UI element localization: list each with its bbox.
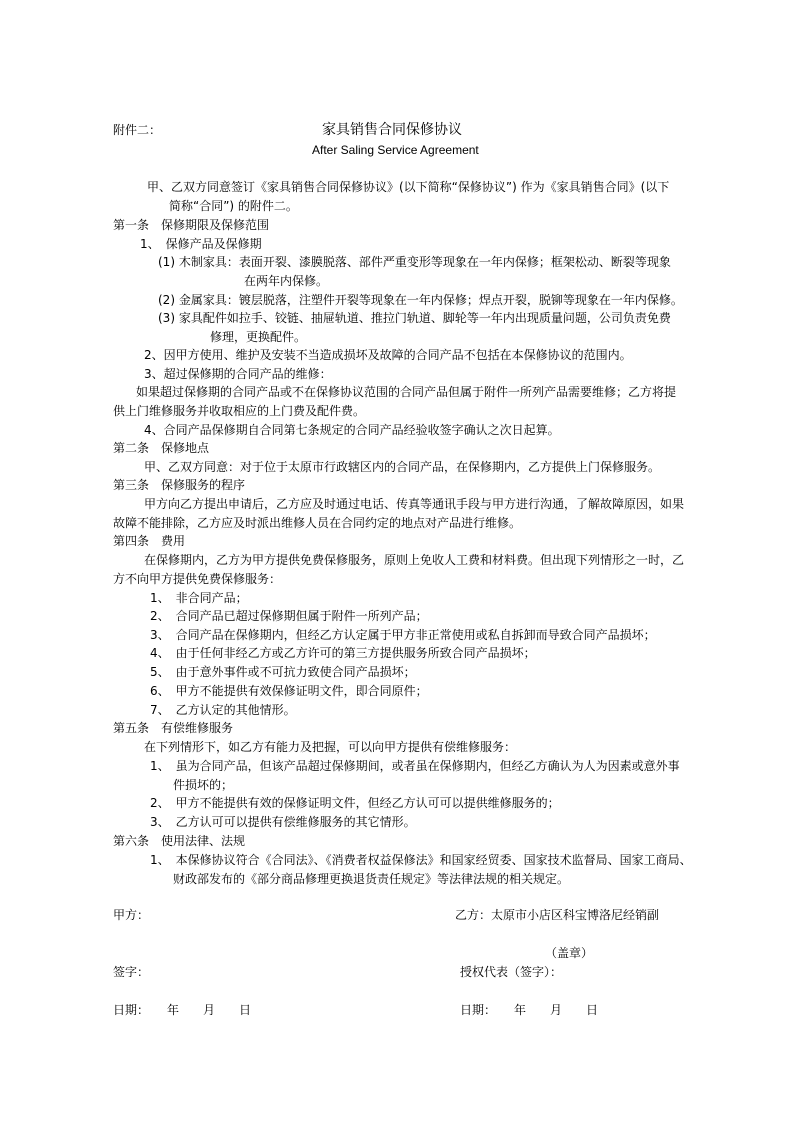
article-5-item-3: 3、 乙方认可可以提供有偿维修服务的其它情形。 — [150, 815, 416, 829]
intro-line-1: 甲、乙双方同意签订《家具销售合同保修协议》(以下简称“保修协议”) 作为《家具销售合同》(以下 — [147, 180, 670, 194]
seal-label: （盖章） — [545, 946, 594, 960]
article-3-text-line-2: 故障不能排除，乙方应及时派出维修人员在合同约定的地点对产品进行维修。 — [113, 516, 522, 530]
article-1-clause-3: 3、超过保修期的合同产品的维修： — [144, 367, 332, 381]
article-4-item-6: 6、 甲方不能提供有效保修证明文件，即合同原件； — [150, 684, 428, 698]
article-1-clause-3-text-line-2: 供上门维修服务并收取相应的上门费及配件费。 — [113, 404, 366, 418]
document-title: 家具销售合同保修协议 — [322, 122, 462, 138]
article-1-clause-3-text-line-1: 如果超过保修期的合同产品或不在保修协议范围的合同产品但属于附件一所列产品需要维修；乙方将提 — [136, 385, 677, 399]
article-1-item-1-line-2: 在两年内保修。 — [244, 274, 329, 288]
signature-b-label: 授权代表（签字）： — [460, 965, 563, 979]
article-6-heading: 第六条 使用法律、法规 — [113, 834, 246, 848]
party-b-label: 乙方：太原市小店区科宝博洛尼经销副 — [455, 908, 660, 922]
article-4-text-line-1: 在保修期内，乙方为甲方提供免费保修服务，原则上免收人工费和材料费。但出现下列情形之一时，乙 — [144, 553, 685, 567]
article-6-item-1-line-1: 1、 本保修协议符合《合同法》、《消费者权益保修法》和国家经贸委、国家技术监督局、国家工商局、 — [150, 853, 692, 867]
article-4-item-4: 4、 由于任何非经乙方或乙方许可的第三方提供服务所致合同产品损坏； — [150, 646, 536, 660]
annex-label: 附件二： — [113, 123, 162, 137]
article-6-item-1-line-2: 财政部发布的《部分商品修理更换退货责任规定》等法律法规的相关规定。 — [173, 872, 570, 886]
article-5-item-1-line-1: 1、 虽为合同产品，但该产品超过保修期间，或者虽在保修期内，但经乙方确认为人为因素或意外事 — [150, 759, 680, 773]
article-5-item-1-line-2: 件损坏的； — [173, 778, 234, 792]
article-4-heading: 第四条 费用 — [113, 534, 186, 548]
signature-a-label: 签字： — [113, 965, 150, 979]
article-3-heading: 第三条 保修服务的程序 — [113, 478, 246, 492]
article-1-clause-1: 1、 保修产品及保修期 — [140, 237, 262, 251]
article-1-heading: 第一条 保修期限及保修范围 — [113, 218, 270, 232]
date-b-label: 日期： 年 月 日 — [460, 1003, 599, 1017]
article-1-item-3-line-2: 修理，更换配件。 — [210, 330, 307, 344]
party-a-label: 甲方： — [113, 908, 150, 922]
article-3-text-line-1: 甲方向乙方提出申请后，乙方应及时通过电话、传真等通讯手段与甲方进行沟通，了解故障原因，如果 — [144, 497, 685, 511]
intro-line-2: 简称“合同”) 的附件二。 — [169, 199, 298, 213]
article-4-item-7: 7、 乙方认定的其他情形。 — [150, 703, 296, 717]
article-1-clause-2: 2、因甲方使用、维护及安装不当造成损坏及故障的合同产品不包括在本保修协议的范围内。 — [144, 348, 632, 362]
article-5-heading: 第五条 有偿维修服务 — [113, 721, 234, 735]
article-2-text: 甲、乙双方同意：对于位于太原市行政辖区内的合同产品，在保修期内，乙方提供上门保修服务。 — [144, 460, 661, 474]
document-subtitle: After Saling Service Agreement — [312, 143, 479, 157]
article-4-item-3: 3、 合同产品在保修期内，但经乙方认定属于甲方非正常使用或私自拆卸而导致合同产品损坏； — [150, 628, 656, 642]
article-2-heading: 第二条 保修地点 — [113, 441, 210, 455]
article-4-item-5: 5、 由于意外事件或不可抗力致使合同产品损坏； — [150, 665, 416, 679]
article-1-item-1-line-1: (1) 木制家具：表面开裂、漆膜脱落、部件严重变形等现象在一年内保修；框架松动、断裂等现象 — [158, 255, 671, 269]
article-1-item-2: (2) 金属家具：镀层脱落，注塑件开裂等现象在一年内保修；焊点开裂，脱铆等现象在一年内保修。 — [158, 293, 683, 307]
article-4-item-2: 2、 合同产品已超过保修期但属于附件一所列产品； — [150, 609, 428, 623]
article-5-item-2: 2、 甲方不能提供有效的保修证明文件，但经乙方认可可以提供维修服务的； — [150, 796, 560, 810]
date-a-label: 日期： 年 月 日 — [113, 1003, 252, 1017]
article-1-clause-4: 4、合同产品保修期自合同第七条规定的合同产品经验收签字确认之次日起算。 — [144, 423, 560, 437]
article-4-item-1: 1、 非合同产品； — [150, 591, 248, 605]
article-1-item-3-line-1: (3) 家具配件如拉手、铰链、抽屉轨道、推拉门轨道、脚轮等一年内出现质量问题，公司负责免费 — [158, 311, 671, 325]
article-5-text: 在下列情形下，如乙方有能力及把握，可以向甲方提供有偿维修服务： — [144, 740, 517, 754]
article-4-text-line-2: 方不向甲方提供免费保修服务： — [113, 572, 282, 586]
